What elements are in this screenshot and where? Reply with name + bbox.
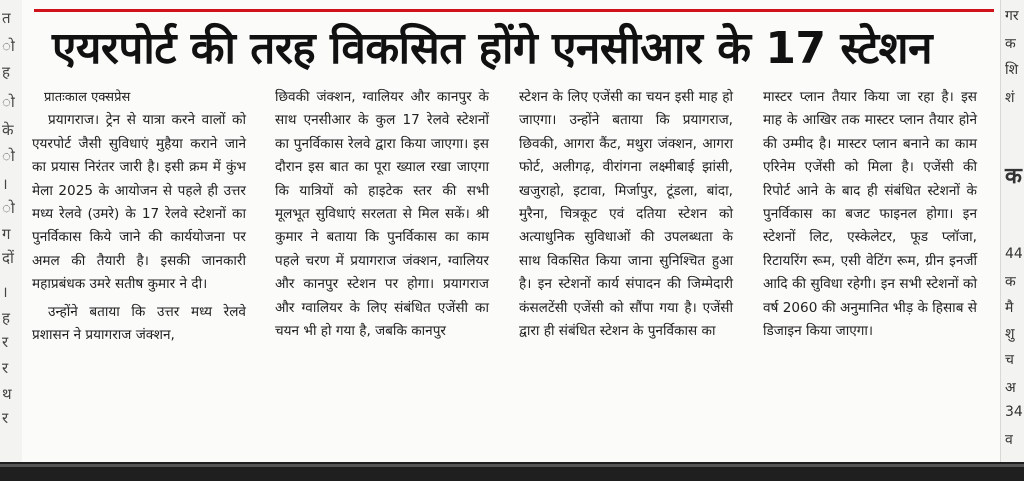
edge-char: के — [2, 121, 14, 139]
edge-char: ह — [2, 309, 10, 327]
article-column-4 — [763, 86, 977, 343]
edge-char: । — [2, 283, 8, 301]
edge-char: गर — [1005, 8, 1019, 24]
article — [22, 0, 1000, 462]
edge-char: । — [2, 175, 8, 193]
edge-char: त — [2, 9, 11, 27]
edge-char: शं — [1005, 90, 1015, 106]
article-column-2 — [275, 86, 489, 343]
red-rule — [34, 9, 994, 12]
edge-char: 44 — [1005, 246, 1023, 262]
adjacent-column-right — [1000, 0, 1024, 462]
edge-char: अ — [1005, 380, 1016, 396]
byline: प्रातःकाल एक्सप्रेस — [44, 90, 131, 105]
divider — [0, 464, 1024, 467]
edge-char: क — [1005, 164, 1022, 189]
article-column-1 — [32, 86, 246, 347]
article-column-3 — [519, 86, 733, 343]
edge-char: र — [2, 409, 9, 427]
edge-char: थ — [2, 385, 12, 403]
edge-char: शु — [1005, 326, 1015, 342]
paragraph: प्रयागराज। ट्रेन से यात्रा करने वालों को एयरपोर्ट जैसी सुविधाएं मुहैया कराने जाने का प्रयास निरंतर जारी है। इसी क्रम में कुंभ मेला 2025 के आयोजन से पहले ही उत्तर मध्य रेलवे (उमरे) के 17 रेलवे स्टेशनों का पुनर्विकास किये जाने की कार्ययोजना पर अमल की तैयारी है। इसकी जानकारी महाप्रबंधक उमरे सतीष कुमार ने दी। — [32, 112, 246, 293]
adjacent-column-left — [0, 0, 22, 462]
headline: एयरपोर्ट की तरह विकसित होंगे एनसीआर के 17 स्टेशन — [52, 23, 932, 74]
edge-char: ो — [2, 147, 15, 165]
edge-char: र — [2, 359, 9, 377]
edge-char: दों — [2, 249, 14, 267]
edge-char: ो — [2, 199, 15, 217]
edge-char: मै — [1005, 300, 1014, 316]
edge-char: ो — [2, 37, 15, 55]
edge-char: क — [1005, 36, 1016, 52]
edge-char: ो — [2, 93, 15, 111]
edge-char: शि — [1005, 62, 1019, 78]
edge-char: क — [1005, 274, 1016, 290]
paragraph: मास्टर प्लान तैयार किया जा रहा है। इस माह के आखिर तक मास्टर प्लान तैयार होने की उम्मीद है। मास्टर प्लान बनाने का काम एरिनेम एजेंसी को मिला है। एजेंसी की रिपोर्ट आने के बाद ही संबंधित स्टेशनों के पुनर्विकास का बजट फाइनल होगा। इन स्टेशनों लिट, एस्केलेटर, फूड प्लॉजा, रिटायरिंग रूम, एसी वेटिंग रूम, ग्रीन इनर्जी आदि की सुविधा रहेगी। इन सभी स्टेशनों को वर्ष 2060 की अनुमानित भीड़ के हिसाब से डिजाइन किया जाएगा। — [763, 89, 977, 340]
edge-char: 34 — [1005, 404, 1023, 420]
paragraph: उन्होंने बताया कि उत्तर मध्य रेलवे प्रशासन ने प्रयागराज जंक्शन, — [32, 303, 246, 344]
edge-char: ग — [2, 225, 11, 243]
edge-char: र — [2, 333, 9, 351]
paragraph: स्टेशन के लिए एजेंसी का चयन इसी माह हो जाएगा। उन्होंने बताया कि प्रयागराज, छिवकी, आगरा कैंट, मथुरा जंक्शन, आगरा फोर्ट, अलीगढ़, वीरांगना लक्ष्मीबाई झांसी, खजुराहो, इटावा, मिर्जापुर, टूंडला, बांदा, मुरैना, चित्रकूट एवं दतिया स्टेशन को अत्याधुनिक सुविधाओं की उपलब्धता के साथ विकसित किया जाना सुनिश्चित हुआ है। इन स्टेशनों कार्य संपादन की जिम्मेदारी कंसलटेंसी एजेंसी को सौंपा गया है। एजेंसी द्वारा ही संबंधित स्टेशन के पुनर्विकास का — [519, 89, 733, 340]
edge-char: व — [1005, 432, 1013, 448]
bottom-edge — [0, 462, 1024, 481]
edge-char: ह — [2, 63, 10, 81]
paragraph: छिवकी जंक्शन, ग्वालियर और कानपुर के साथ एनसीआर के कुल 17 रेलवे स्टेशनों का पुनर्विकास रेलवे द्वारा किया जाएगा। इस दौरान इस बात का पूरा ख्याल रखा जाएगा कि यात्रियों को हाइटेक स्तर की सभी मूलभूत सुविधाएं सरलता से मिल सकें। श्री कुमार ने बताया कि पुनर्विकास का काम पहले चरण में प्रयागराज जंक्शन, ग्वालियर और कानपुर स्टेशन पर होगा। प्रयागराज और ग्वालियर के लिए संबंधित एजेंसी का चयन भी हो गया है, जबकि कानपुर — [275, 89, 489, 340]
edge-char: च — [1005, 352, 1014, 368]
